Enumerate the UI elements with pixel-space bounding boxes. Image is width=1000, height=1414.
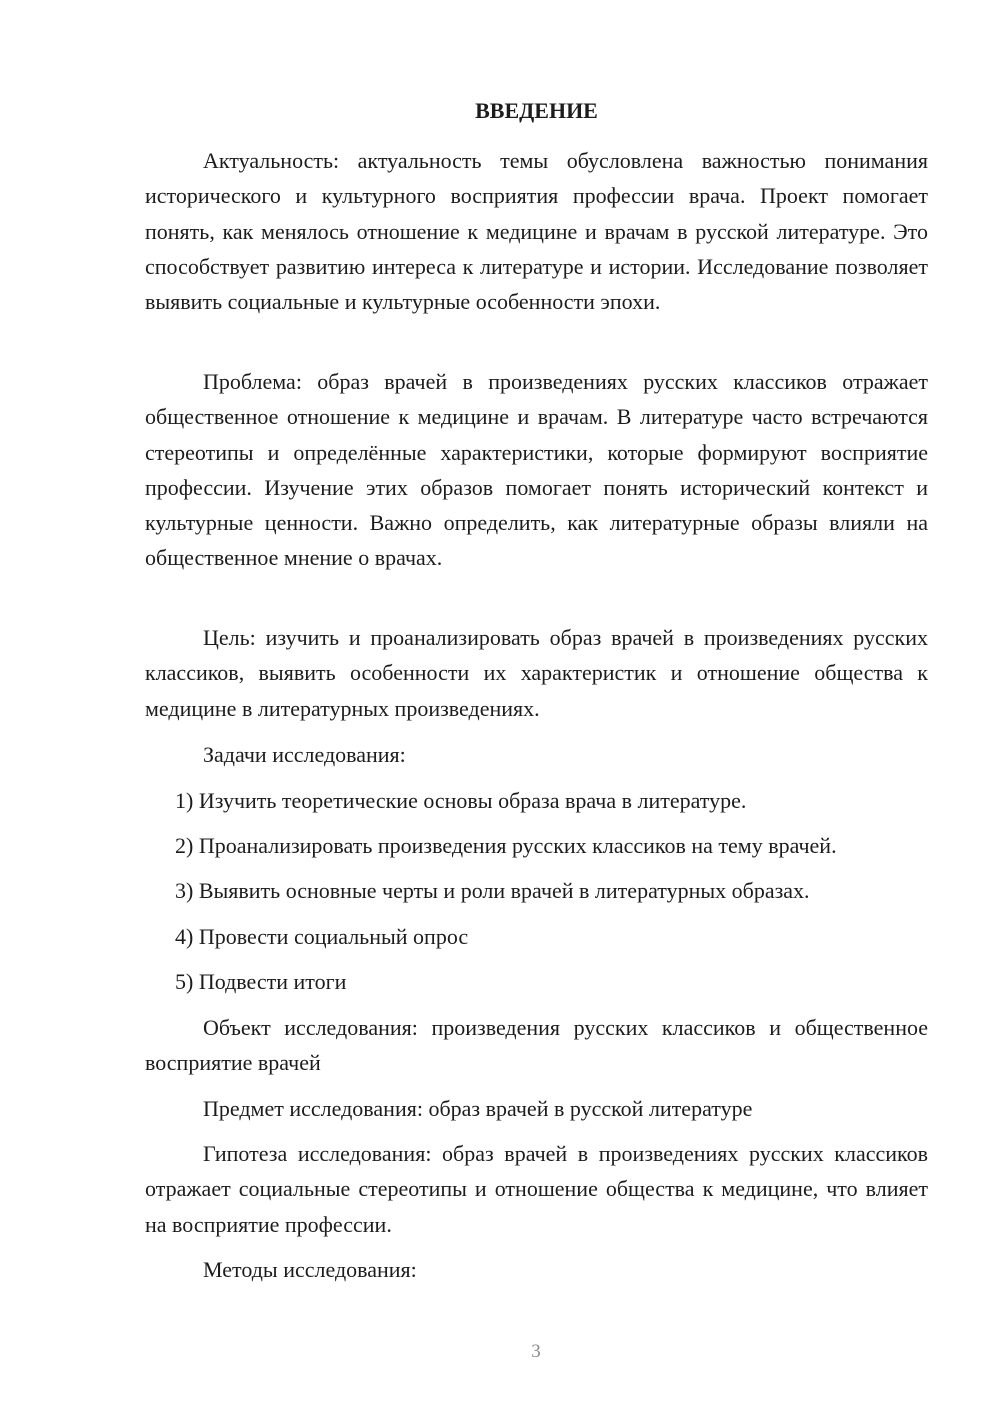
relevance-paragraph: Актуальность: актуальность темы обусловлена важностью понимания исторического и культурного восприятия профессии врача. Проект помогает понять, как менялось отношение к медицине и врачам в русской литературе. Это способствует развитию интереса к литературе и истории. Исследование позволяет выявить социальные и культурные особенности эпохи. xyxy=(145,148,928,315)
hypothesis-paragraph: Гипотеза исследования: образ врачей в произведениях русских классиков отражает социальные стереотипы и отношение общества к медицине, что влияет на восприятие профессии. xyxy=(145,1141,928,1237)
task-item: 2) Проанализировать произведения русских классиков на тему врачей. xyxy=(175,833,837,858)
object-paragraph: Объект исследования: произведения русских классиков и общественное восприятие врачей xyxy=(145,1015,928,1076)
methods-title: Методы исследования: xyxy=(203,1257,417,1282)
problem-paragraph: Проблема: образ врачей в произведениях русских классиков отражает общественное отношение к медицине и врачам. В литературе часто встречаются стереотипы и определённые характеристики, которые формируют восприятие профессии. Изучение этих образов помогает понять исторический контекст и культурные ценности. Важно определить, как литературные образы влияли на общественное мнение о врачах. xyxy=(145,369,928,571)
task-item: 4) Провести социальный опрос xyxy=(175,924,469,949)
task-item: 3) Выявить основные черты и роли врачей в литературных образах. xyxy=(175,878,810,903)
page-number: 3 xyxy=(531,1341,541,1362)
section-heading: ВВЕДЕНИЕ xyxy=(475,98,598,123)
task-item: 5) Подвести итоги xyxy=(175,969,347,994)
goal-paragraph: Цель: изучить и проанализировать образ врачей в произведениях русских классиков, выявить особенности их характеристик и отношение общества к медицине в литературных произведениях. xyxy=(145,625,928,721)
tasks-title: Задачи исследования: xyxy=(203,742,406,767)
subject-paragraph: Предмет исследования: образ врачей в русской литературе xyxy=(203,1096,753,1121)
task-item: 1) Изучить теоретические основы образа врача в литературе. xyxy=(175,788,747,813)
